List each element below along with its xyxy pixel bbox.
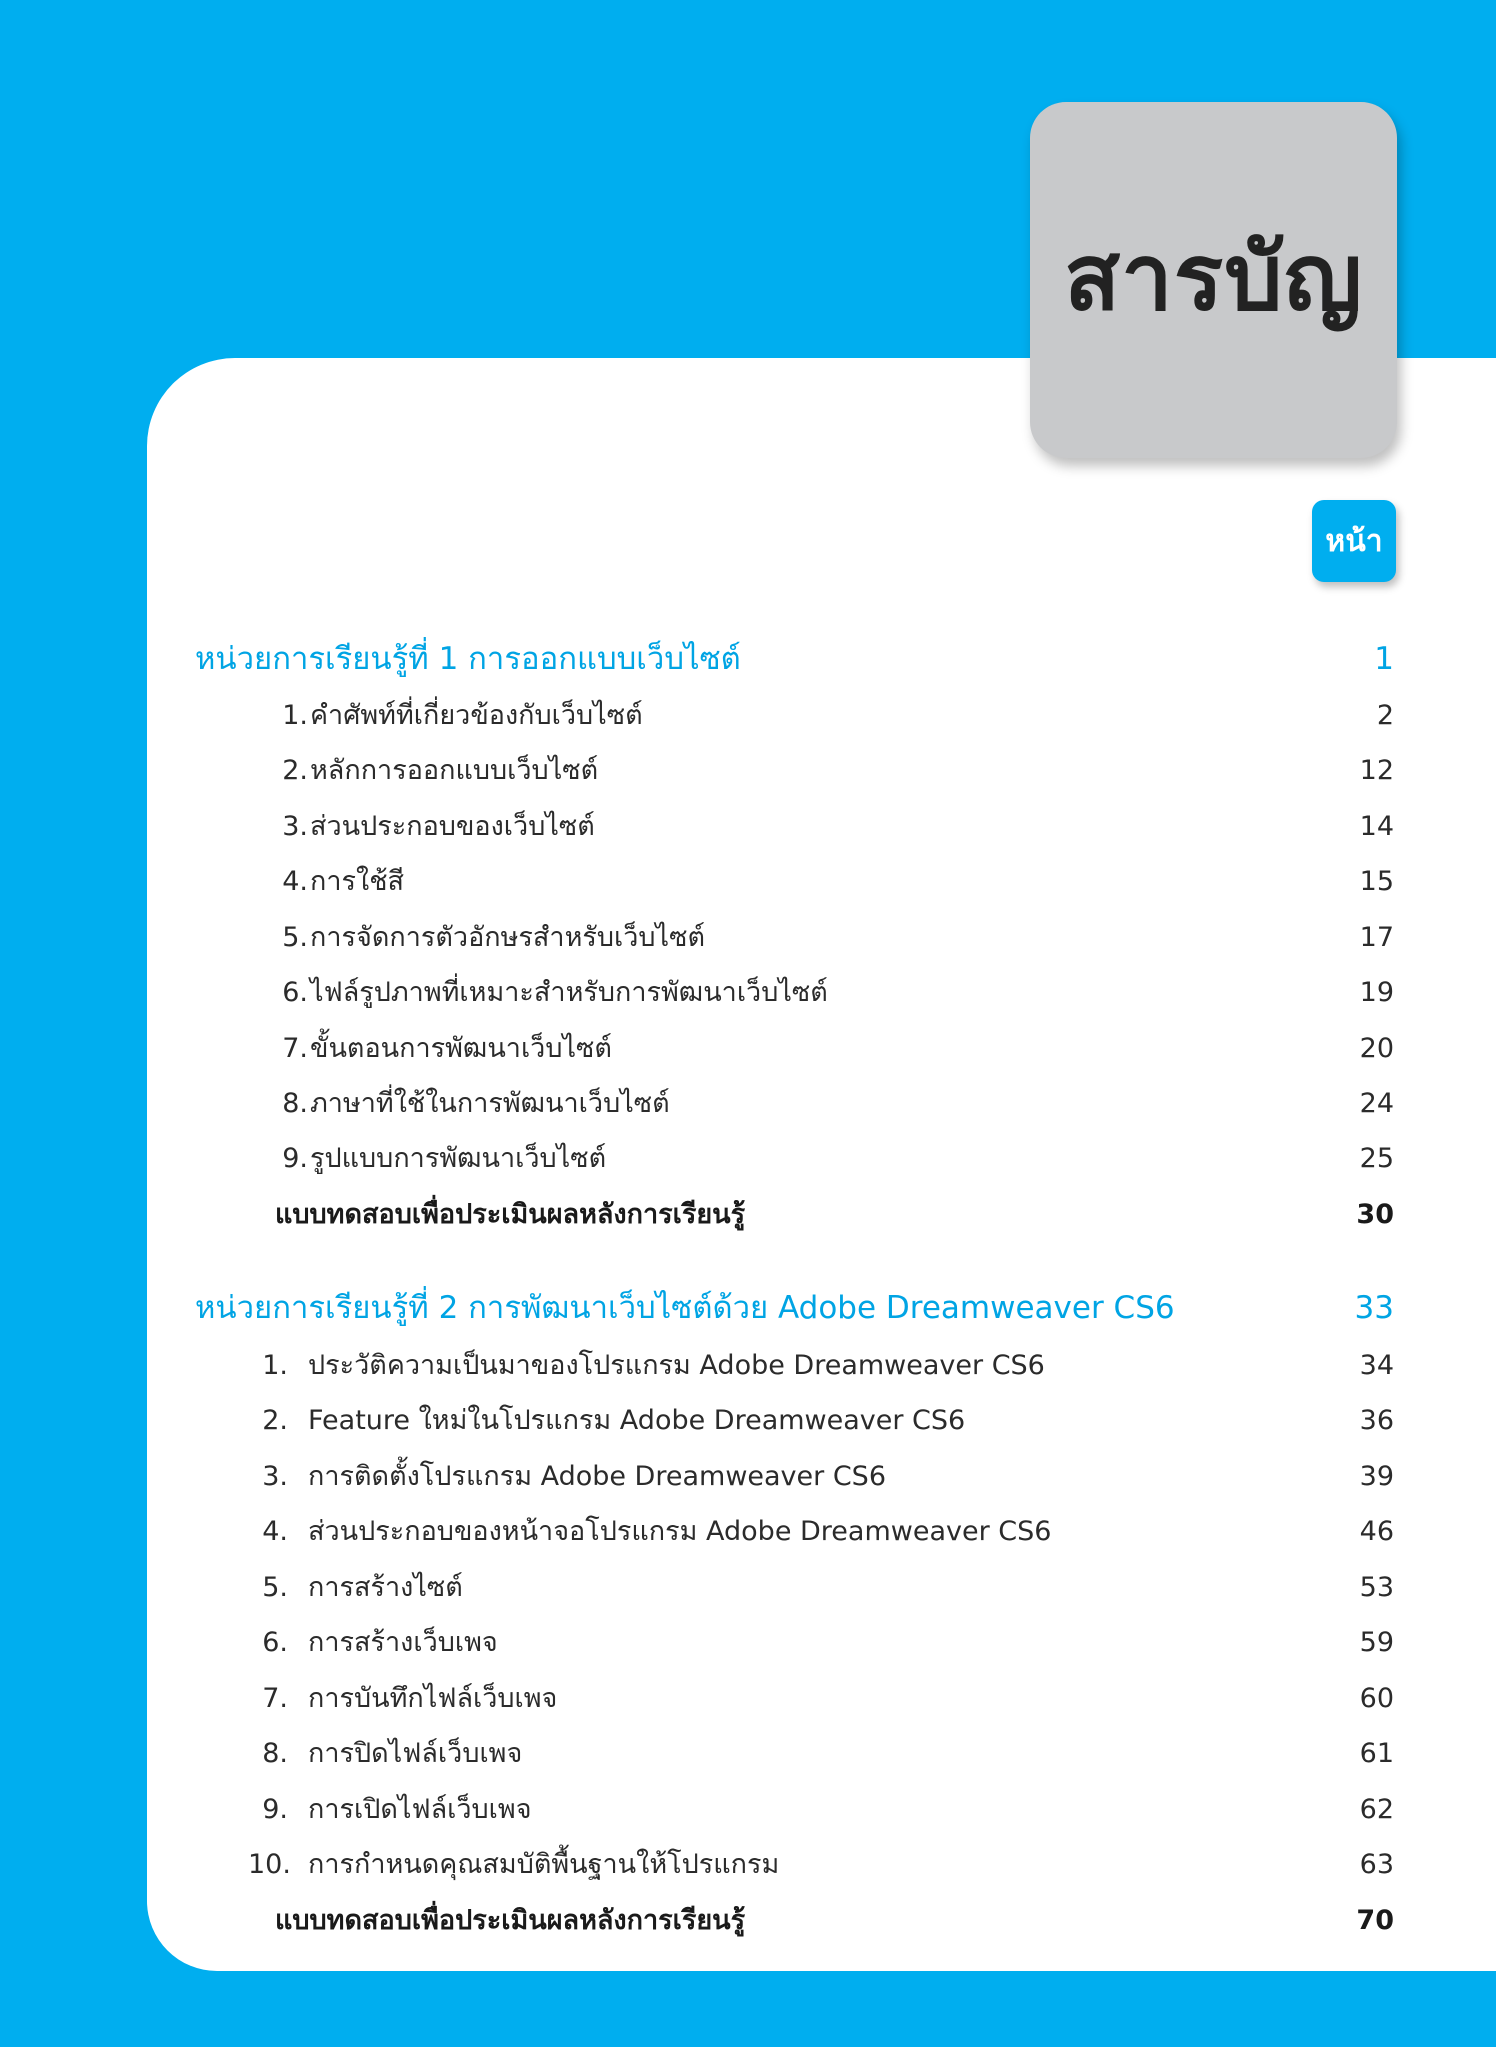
test-title: แบบทดสอบเพื่อประเมินผลหลังการเรียนรู้	[275, 1199, 746, 1230]
entry-title: หลักการออกแบบเว็บไซต์	[310, 755, 599, 786]
toc-entry[interactable]	[0, 1840, 1496, 1890]
entry-number: 1.	[282, 700, 308, 731]
toc-entry[interactable]	[0, 802, 1496, 852]
entry-number: 4.	[262, 1516, 288, 1547]
entry-page: 25	[1359, 1143, 1394, 1174]
toc-entry[interactable]	[0, 1507, 1496, 1557]
entry-number: 1.	[262, 1350, 288, 1381]
entry-title: รูปแบบการพัฒนาเว็บไซต์	[310, 1143, 607, 1174]
entry-page: 15	[1359, 866, 1394, 897]
entry-number: 3.	[282, 811, 308, 842]
entry-title: ประวัติความเป็นมาของโปรแกรม Adobe Dreamweaver CS6	[308, 1350, 1045, 1381]
entry-title: ขั้นตอนการพัฒนาเว็บไซต์	[310, 1033, 612, 1064]
test-page: 70	[1356, 1905, 1394, 1936]
unit-heading-page: 1	[1374, 641, 1394, 677]
entry-number: 2.	[262, 1405, 288, 1436]
entry-number: 5.	[282, 922, 308, 953]
toc-entry[interactable]	[0, 1563, 1496, 1613]
toc-entry[interactable]	[0, 1785, 1496, 1835]
entry-title: การจัดการตัวอักษรสำหรับเว็บไซต์	[310, 922, 705, 953]
entry-title: การติดตั้งโปรแกรม Adobe Dreamweaver CS6	[308, 1461, 886, 1492]
entry-number: 9.	[262, 1794, 288, 1825]
entry-page: 39	[1359, 1461, 1394, 1492]
entry-title: การสร้างเว็บเพจ	[308, 1627, 498, 1658]
entry-title: การใช้สี	[310, 866, 404, 897]
entry-number: 2.	[282, 755, 308, 786]
entry-title: การกำหนดคุณสมบัติพื้นฐานให้โปรแกรม	[308, 1849, 780, 1880]
toc-entry[interactable]	[0, 1341, 1496, 1391]
entry-title: ส่วนประกอบของหน้าจอโปรแกรม Adobe Dreamweaver CS6	[308, 1516, 1052, 1547]
unit-1-test[interactable]	[0, 1190, 1496, 1240]
toc-entry[interactable]	[0, 1729, 1496, 1779]
entry-title: การเปิดไฟล์เว็บเพจ	[308, 1794, 532, 1825]
toc-entry[interactable]	[0, 968, 1496, 1018]
toc-entry[interactable]	[0, 857, 1496, 907]
entry-page: 60	[1359, 1683, 1394, 1714]
entry-page: 24	[1359, 1088, 1394, 1119]
entry-page: 20	[1359, 1033, 1394, 1064]
entry-page: 61	[1359, 1738, 1394, 1769]
entry-page: 63	[1359, 1849, 1394, 1880]
test-title: แบบทดสอบเพื่อประเมินผลหลังการเรียนรู้	[275, 1905, 746, 1936]
entry-page: 19	[1359, 977, 1394, 1008]
toc-entry[interactable]	[0, 1134, 1496, 1184]
entry-page: 46	[1359, 1516, 1394, 1547]
entry-number: 5.	[262, 1572, 288, 1603]
unit-2-test[interactable]	[0, 1896, 1496, 1946]
toc-entry[interactable]	[0, 746, 1496, 796]
entry-number: 7.	[282, 1033, 308, 1064]
toc-entry[interactable]	[0, 1674, 1496, 1724]
test-page: 30	[1356, 1199, 1394, 1230]
unit-2-heading[interactable]	[0, 1283, 1496, 1333]
toc-entry[interactable]	[0, 1079, 1496, 1129]
entry-page: 36	[1359, 1405, 1394, 1436]
entry-page: 62	[1359, 1794, 1394, 1825]
entry-number: 6.	[282, 977, 308, 1008]
entry-number: 7.	[262, 1683, 288, 1714]
unit-heading-page: 33	[1354, 1290, 1394, 1326]
page-title: สารบัญ	[1063, 223, 1363, 331]
toc-entry[interactable]	[0, 1396, 1496, 1446]
entry-page: 17	[1359, 922, 1394, 953]
entry-title: ไฟล์รูปภาพที่เหมาะสำหรับการพัฒนาเว็บไซต์	[310, 977, 828, 1008]
entry-page: 59	[1359, 1627, 1394, 1658]
entry-title: ส่วนประกอบของเว็บไซต์	[310, 811, 595, 842]
unit-heading-text: หน่วยการเรียนรู้ที่ 2 การพัฒนาเว็บไซต์ด้วย Adobe Dreamweaver CS6	[195, 1290, 1175, 1326]
entry-title: การปิดไฟล์เว็บเพจ	[308, 1738, 523, 1769]
entry-number: 10.	[248, 1849, 291, 1880]
entry-title: การสร้างไซต์	[308, 1572, 463, 1603]
toc-entry[interactable]	[0, 1618, 1496, 1668]
entry-number: 4.	[282, 866, 308, 897]
entry-number: 3.	[262, 1461, 288, 1492]
entry-page: 34	[1359, 1350, 1394, 1381]
entry-page: 2	[1376, 700, 1394, 731]
entry-page: 53	[1359, 1572, 1394, 1603]
entry-title: คำศัพท์ที่เกี่ยวข้องกับเว็บไซต์	[310, 700, 643, 731]
toc-entry[interactable]	[0, 913, 1496, 963]
entry-number: 8.	[262, 1738, 288, 1769]
entry-page: 14	[1359, 811, 1394, 842]
entry-number: 6.	[262, 1627, 288, 1658]
entry-number: 9.	[282, 1143, 308, 1174]
unit-heading-text: หน่วยการเรียนรู้ที่ 1 การออกแบบเว็บไซต์	[195, 641, 741, 677]
entry-page: 12	[1359, 755, 1394, 786]
toc-entry[interactable]	[0, 1024, 1496, 1074]
entry-title: การบันทึกไฟล์เว็บเพจ	[308, 1683, 558, 1714]
entry-title: Feature ใหม่ในโปรแกรม Adobe Dreamweaver CS6	[308, 1405, 966, 1436]
entry-title: ภาษาที่ใช้ในการพัฒนาเว็บไซต์	[310, 1088, 670, 1119]
entry-number: 8.	[282, 1088, 308, 1119]
toc-entry[interactable]	[0, 691, 1496, 741]
toc-entry[interactable]	[0, 1452, 1496, 1502]
page-column-label: หน้า	[1325, 523, 1383, 559]
unit-1-heading[interactable]	[0, 634, 1496, 684]
